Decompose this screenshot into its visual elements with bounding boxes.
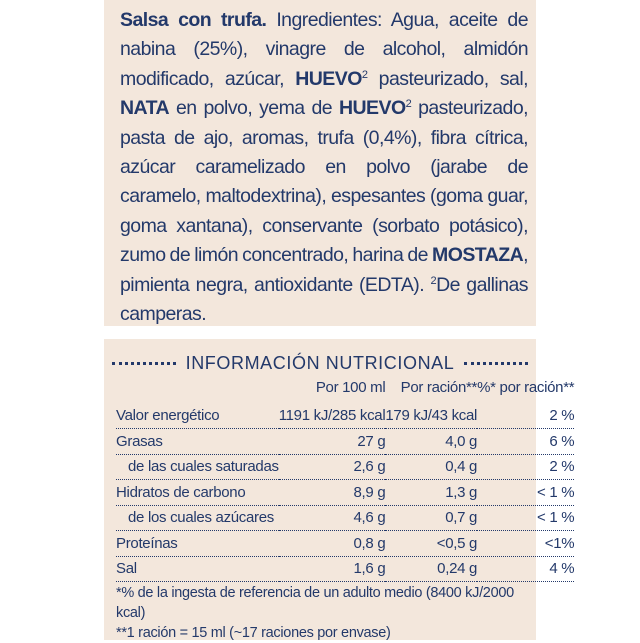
nutrient-label: Grasas	[116, 429, 279, 455]
value-per-100: 1191 kJ/285 kcal	[279, 404, 386, 429]
value-percent: 2 %	[477, 454, 574, 480]
footnote-marker: 2	[405, 98, 412, 111]
nutrition-row	[116, 404, 574, 429]
value-per-100: 0,8 g	[279, 531, 386, 557]
nutrition-row	[116, 505, 574, 531]
value-percent: 2 %	[477, 404, 574, 429]
value-per-100: 8,9 g	[279, 480, 386, 506]
allergen-text: HUEVO	[338, 97, 406, 120]
footnotes	[116, 583, 536, 643]
dotted-divider-left	[112, 362, 176, 365]
nutrition-row	[116, 556, 574, 582]
value-percent: < 1 %	[477, 480, 574, 506]
nutrition-row	[116, 480, 574, 506]
allergen-text: HUEVO	[295, 67, 362, 90]
value-per-100: 27 g	[279, 429, 386, 455]
nutrient-label: de los cuales azúcares	[116, 505, 279, 531]
nutrition-title: INFORMACIÓN NUTRICIONAL	[185, 353, 455, 373]
nutrition-table	[116, 379, 574, 582]
ingredients-segment: Ingredientes: Agua, aceite de nabina (25%), vinagre de alcohol, almidón modificado, azúcar,	[120, 9, 528, 90]
value-percent: < 1 %	[477, 505, 574, 531]
nutrition-row	[116, 531, 574, 557]
value-per-100: 1,6 g	[279, 556, 386, 582]
value-percent: 6 %	[477, 429, 574, 455]
nutrient-label: Hidratos de carbono	[116, 480, 279, 506]
ingredients-segment: pasteurizado, sal,	[367, 67, 528, 90]
ingredients-segment: pasteurizado, pasta de ajo, aromas, trufa (0,4%), fibra cítrica, azúcar caramelizado en polvo (jarabe de caramelo, maltodextrina), espesantes (goma guar, goma xantana), conservante (sorbato potásico), zumo de limón concentrado, harina de	[120, 97, 528, 267]
ingredients-segment: De gallinas camperas.	[120, 273, 529, 326]
nutrition-row	[116, 454, 574, 480]
footnote-marker: 2	[361, 68, 368, 81]
nutrient-label: de las cuales saturadas	[116, 454, 279, 480]
product-name: Salsa con trufa.	[120, 9, 267, 31]
footnote-serving-size: **1 ración = 15 ml (~17 raciones por envase)	[116, 625, 391, 641]
footnote-reference-intake: *% de la ingesta de referencia de un adulto medio (8400 kJ/2000 kcal)	[116, 585, 514, 621]
value-per-serving: 1,3 g	[385, 480, 477, 506]
ingredients-text	[120, 6, 528, 329]
dotted-divider-right	[464, 362, 528, 365]
nutrition-header-row	[116, 379, 574, 404]
nutrition-table-body	[116, 404, 574, 582]
footnote-marker: 2	[430, 274, 437, 287]
value-per-100: 4,6 g	[279, 505, 386, 531]
allergen-text: NATA	[120, 97, 170, 120]
column-header-per-100: Por 100 ml	[315, 379, 386, 396]
allergen-text: MOSTAZA	[432, 244, 524, 267]
ingredients-segment: en polvo, yema de	[169, 97, 339, 120]
column-header-label	[116, 379, 279, 404]
ingredients-panel	[104, 0, 536, 326]
value-per-serving: <0,5 g	[385, 531, 477, 557]
value-per-serving: 0,24 g	[385, 556, 477, 582]
nutrient-label: Valor energético	[116, 404, 279, 429]
value-per-100: 2,6 g	[279, 454, 386, 480]
value-per-serving: 4,0 g	[385, 429, 477, 455]
nutrition-title-row	[112, 353, 528, 374]
nutrition-row	[116, 429, 574, 455]
value-per-serving: 0,4 g	[385, 454, 477, 480]
value-percent: <1%	[477, 531, 574, 557]
nutrient-label: Proteínas	[116, 531, 279, 557]
value-per-serving: 0,7 g	[385, 505, 477, 531]
column-header-percent: %* por ración**	[477, 379, 575, 396]
nutrition-panel	[104, 339, 575, 641]
nutrient-label: Sal	[116, 556, 279, 582]
value-per-serving: 179 kJ/43 kcal	[385, 404, 477, 429]
column-header-per-serving: Por ración**	[400, 379, 478, 396]
ingredients-segment: , pimienta negra, antioxidante (EDTA).	[120, 244, 528, 296]
value-percent: 4 %	[477, 556, 574, 582]
